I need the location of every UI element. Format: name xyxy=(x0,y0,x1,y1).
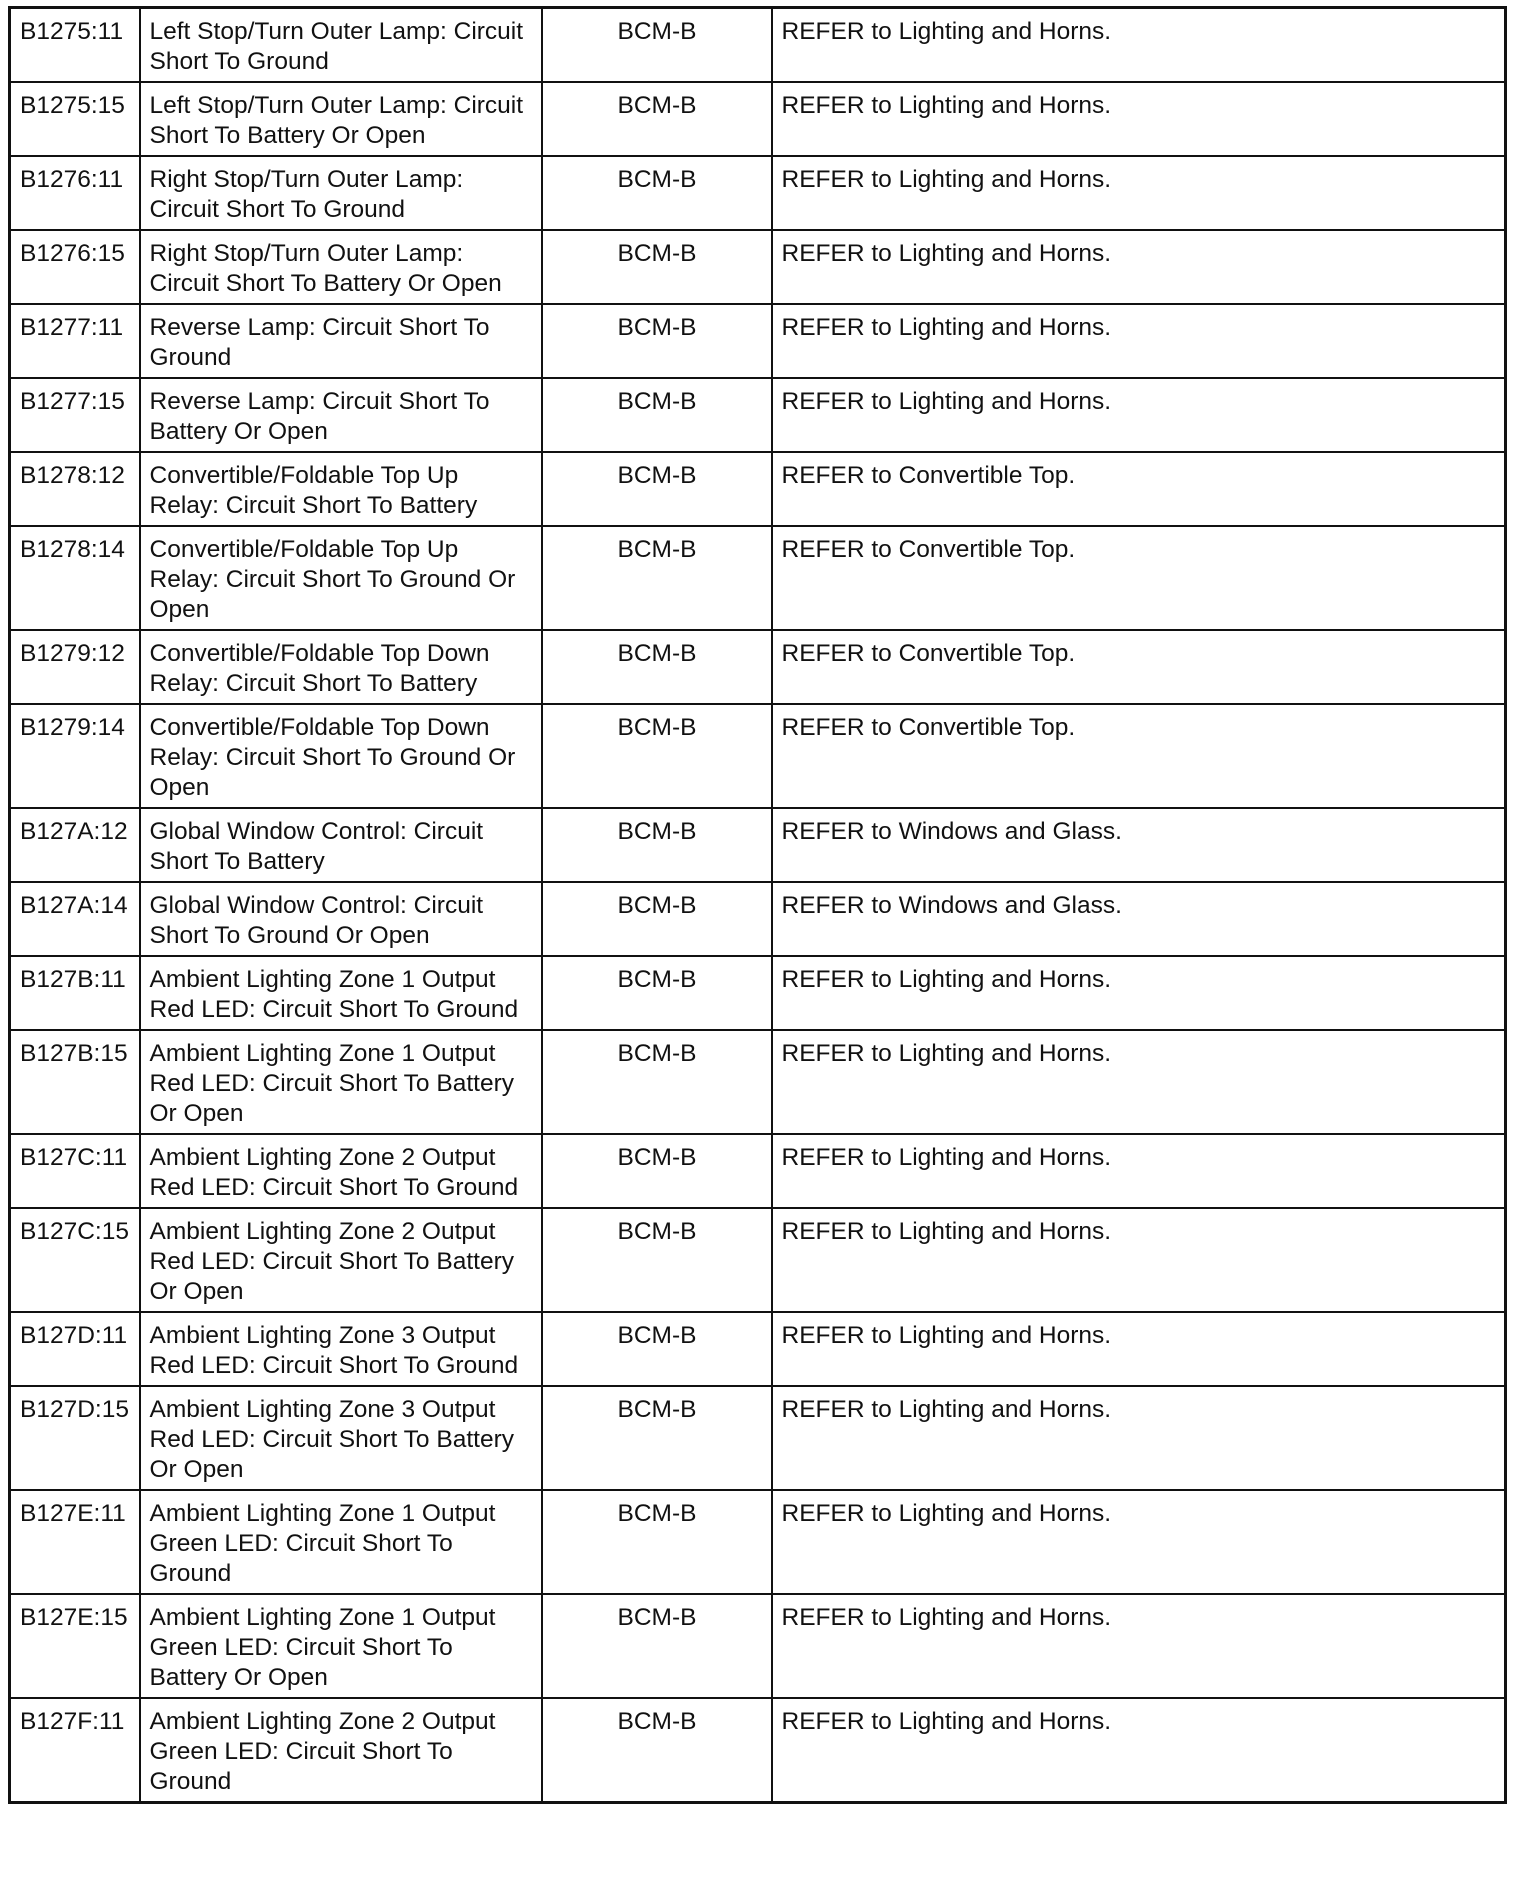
action-cell: REFER to Windows and Glass. xyxy=(772,882,1506,956)
action-cell: REFER to Lighting and Horns. xyxy=(772,378,1506,452)
module-cell: BCM-B xyxy=(542,452,772,526)
table-row xyxy=(10,1698,1506,1803)
dtc-description-cell: Ambient Lighting Zone 1 Output Green LED: Circuit Short To Ground xyxy=(140,1490,542,1594)
dtc-code-cell: B127D:11 xyxy=(10,1312,140,1386)
action-cell: REFER to Lighting and Horns. xyxy=(772,1490,1506,1594)
module-cell: BCM-B xyxy=(542,1134,772,1208)
dtc-code-cell: B1276:11 xyxy=(10,156,140,230)
dtc-description-cell: Ambient Lighting Zone 1 Output Red LED: Circuit Short To Ground xyxy=(140,956,542,1030)
module-cell: BCM-B xyxy=(542,1208,772,1312)
table-row xyxy=(10,1386,1506,1490)
action-cell: REFER to Convertible Top. xyxy=(772,704,1506,808)
table-row xyxy=(10,704,1506,808)
table-row xyxy=(10,230,1506,304)
action-cell: REFER to Lighting and Horns. xyxy=(772,156,1506,230)
table-row xyxy=(10,526,1506,630)
dtc-description-cell: Right Stop/Turn Outer Lamp: Circuit Short To Ground xyxy=(140,156,542,230)
module-cell: BCM-B xyxy=(542,526,772,630)
dtc-code-cell: B127C:11 xyxy=(10,1134,140,1208)
dtc-code-cell: B1277:11 xyxy=(10,304,140,378)
dtc-description-cell: Convertible/Foldable Top Down Relay: Circuit Short To Battery xyxy=(140,630,542,704)
action-cell: REFER to Lighting and Horns. xyxy=(772,230,1506,304)
dtc-description-cell: Ambient Lighting Zone 1 Output Green LED: Circuit Short To Battery Or Open xyxy=(140,1594,542,1698)
module-cell: BCM-B xyxy=(542,82,772,156)
table-row xyxy=(10,1030,1506,1134)
table-row xyxy=(10,156,1506,230)
action-cell: REFER to Lighting and Horns. xyxy=(772,1386,1506,1490)
dtc-code-cell: B127B:15 xyxy=(10,1030,140,1134)
module-cell: BCM-B xyxy=(542,956,772,1030)
action-cell: REFER to Lighting and Horns. xyxy=(772,1208,1506,1312)
table-row xyxy=(10,808,1506,882)
dtc-description-cell: Right Stop/Turn Outer Lamp: Circuit Short To Battery Or Open xyxy=(140,230,542,304)
module-cell: BCM-B xyxy=(542,304,772,378)
dtc-description-cell: Global Window Control: Circuit Short To Battery xyxy=(140,808,542,882)
dtc-code-cell: B1279:14 xyxy=(10,704,140,808)
action-cell: REFER to Lighting and Horns. xyxy=(772,1698,1506,1803)
action-cell: REFER to Lighting and Horns. xyxy=(772,304,1506,378)
dtc-description-cell: Ambient Lighting Zone 2 Output Red LED: Circuit Short To Battery Or Open xyxy=(140,1208,542,1312)
action-cell: REFER to Convertible Top. xyxy=(772,630,1506,704)
dtc-code-cell: B1278:14 xyxy=(10,526,140,630)
table-row xyxy=(10,1134,1506,1208)
dtc-code-cell: B1275:15 xyxy=(10,82,140,156)
dtc-code-cell: B127B:11 xyxy=(10,956,140,1030)
action-cell: REFER to Lighting and Horns. xyxy=(772,1030,1506,1134)
dtc-code-cell: B127A:12 xyxy=(10,808,140,882)
module-cell: BCM-B xyxy=(542,704,772,808)
action-cell: REFER to Lighting and Horns. xyxy=(772,1134,1506,1208)
action-cell: REFER to Lighting and Horns. xyxy=(772,82,1506,156)
dtc-code-cell: B1277:15 xyxy=(10,378,140,452)
module-cell: BCM-B xyxy=(542,156,772,230)
action-cell: REFER to Windows and Glass. xyxy=(772,808,1506,882)
action-cell: REFER to Convertible Top. xyxy=(772,452,1506,526)
dtc-description-cell: Ambient Lighting Zone 1 Output Red LED: Circuit Short To Battery Or Open xyxy=(140,1030,542,1134)
module-cell: BCM-B xyxy=(542,1594,772,1698)
dtc-description-cell: Ambient Lighting Zone 2 Output Red LED: Circuit Short To Ground xyxy=(140,1134,542,1208)
table-row xyxy=(10,1312,1506,1386)
dtc-code-cell: B127F:11 xyxy=(10,1698,140,1803)
dtc-description-cell: Ambient Lighting Zone 3 Output Red LED: Circuit Short To Ground xyxy=(140,1312,542,1386)
action-cell: REFER to Lighting and Horns. xyxy=(772,1594,1506,1698)
table-row xyxy=(10,8,1506,83)
dtc-description-cell: Ambient Lighting Zone 3 Output Red LED: Circuit Short To Battery Or Open xyxy=(140,1386,542,1490)
module-cell: BCM-B xyxy=(542,630,772,704)
module-cell: BCM-B xyxy=(542,1490,772,1594)
module-cell: BCM-B xyxy=(542,230,772,304)
dtc-table xyxy=(8,6,1507,1804)
module-cell: BCM-B xyxy=(542,8,772,83)
table-row xyxy=(10,630,1506,704)
dtc-description-cell: Convertible/Foldable Top Up Relay: Circuit Short To Battery xyxy=(140,452,542,526)
dtc-code-cell: B127C:15 xyxy=(10,1208,140,1312)
dtc-description-cell: Reverse Lamp: Circuit Short To Battery Or Open xyxy=(140,378,542,452)
module-cell: BCM-B xyxy=(542,882,772,956)
table-row xyxy=(10,1490,1506,1594)
table-row xyxy=(10,452,1506,526)
dtc-description-cell: Reverse Lamp: Circuit Short To Ground xyxy=(140,304,542,378)
dtc-code-cell: B1275:11 xyxy=(10,8,140,83)
action-cell: REFER to Lighting and Horns. xyxy=(772,956,1506,1030)
dtc-description-cell: Global Window Control: Circuit Short To Ground Or Open xyxy=(140,882,542,956)
action-cell: REFER to Convertible Top. xyxy=(772,526,1506,630)
dtc-description-cell: Left Stop/Turn Outer Lamp: Circuit Short To Ground xyxy=(140,8,542,83)
dtc-description-cell: Left Stop/Turn Outer Lamp: Circuit Short To Battery Or Open xyxy=(140,82,542,156)
module-cell: BCM-B xyxy=(542,1698,772,1803)
module-cell: BCM-B xyxy=(542,1030,772,1134)
action-cell: REFER to Lighting and Horns. xyxy=(772,8,1506,83)
dtc-code-cell: B127E:11 xyxy=(10,1490,140,1594)
action-cell: REFER to Lighting and Horns. xyxy=(772,1312,1506,1386)
dtc-code-cell: B1279:12 xyxy=(10,630,140,704)
dtc-code-cell: B127A:14 xyxy=(10,882,140,956)
module-cell: BCM-B xyxy=(542,1386,772,1490)
table-row xyxy=(10,378,1506,452)
table-row xyxy=(10,304,1506,378)
dtc-code-cell: B127D:15 xyxy=(10,1386,140,1490)
table-row xyxy=(10,1594,1506,1698)
dtc-description-cell: Convertible/Foldable Top Down Relay: Circuit Short To Ground Or Open xyxy=(140,704,542,808)
dtc-code-cell: B1278:12 xyxy=(10,452,140,526)
table-row xyxy=(10,882,1506,956)
module-cell: BCM-B xyxy=(542,1312,772,1386)
module-cell: BCM-B xyxy=(542,808,772,882)
table-row xyxy=(10,82,1506,156)
dtc-code-cell: B1276:15 xyxy=(10,230,140,304)
dtc-description-cell: Ambient Lighting Zone 2 Output Green LED: Circuit Short To Ground xyxy=(140,1698,542,1803)
dtc-code-cell: B127E:15 xyxy=(10,1594,140,1698)
dtc-table-body xyxy=(10,8,1506,1803)
module-cell: BCM-B xyxy=(542,378,772,452)
table-row xyxy=(10,956,1506,1030)
dtc-description-cell: Convertible/Foldable Top Up Relay: Circuit Short To Ground Or Open xyxy=(140,526,542,630)
table-row xyxy=(10,1208,1506,1312)
